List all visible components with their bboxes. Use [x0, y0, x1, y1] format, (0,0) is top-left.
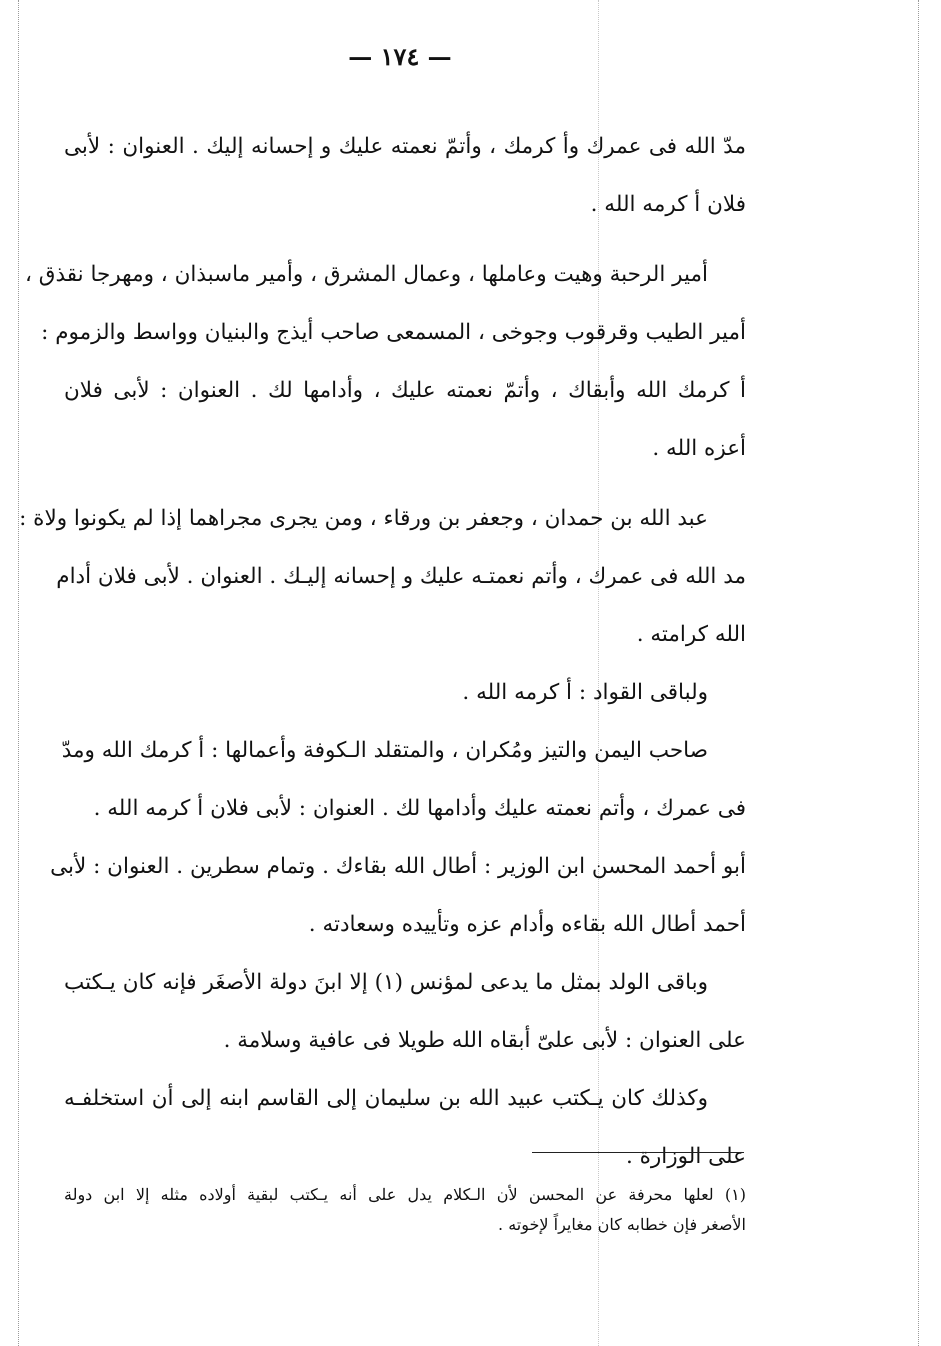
text-line: أعزه الله .: [652, 436, 746, 461]
footnote-line: الأصغر فإن خطابه كان مغايراً لإخوته .: [498, 1215, 746, 1234]
text-line: الله كرامته .: [636, 622, 746, 647]
text-line: عبد الله بن حمدان ، وجعفر بن ورقاء ، ومن يجرى مجراهما إذا لم يكونوا ولاة :: [19, 506, 708, 531]
text-line: فى عمرك ، وأتم نعمته عليك وأدامها لك . العنوان : لأبى فلان أ كرمه الله .: [93, 796, 746, 821]
footnote-line: (١) لعلها محرفة عن المحسن لأن الـكلام يدل على أنه يـكتب لبقية أولاده مثله إلا ابن دولة: [64, 1185, 746, 1204]
footnotes: [64, 1180, 746, 1240]
text-line: وباقى الولد بمثل ما يدعى لمؤنس (١) إلا ابنَ دولة الأصغَر فإنه كان يـكتب: [64, 970, 709, 995]
body-text: [19, 118, 746, 1186]
text-line: أمير الرحبة وهيت وعاملها ، وعمال المشرق ، وأمير ماسبذان ، ومهرجا نقذق ،: [25, 262, 708, 287]
text-line: ولباقى القواد : أ كرمه الله .: [462, 680, 708, 705]
text-line: أبو أحمد المحسن ابن الوزير : أطال الله بقاءك . وتمام سطرين . العنوان : لأبى: [50, 854, 746, 879]
text-line: أمير الطيب وقرقوب وجوخى ، المسمعى صاحب أيذج والبنيان وواسط والزموم :: [41, 320, 746, 345]
scan-right-edge: [918, 0, 919, 1346]
text-line: صاحب اليمن والتيز ومُكران ، والمتقلد الـكوفة وأعمالها : أ كرمك الله ومدّ: [61, 738, 708, 763]
text-line: أحمد أطال الله بقاءه وأدام عزه وتأييده وسعادته .: [308, 912, 746, 937]
page-number: — ١٧٤ —: [348, 42, 452, 71]
text-line: على العنوان : لأبى علىّ أبقاه الله طويلا فى عافية وسلامة .: [223, 1028, 746, 1053]
text-line: فلان أ كرمه الله .: [590, 192, 746, 217]
text-line: مدّ الله فى عمرك وأ كرمك ، وأتمّ نعمته عليك و إحسانه إليك . العنوان : لأبى: [64, 134, 746, 159]
text-line: مد الله فى عمرك ، وأتم نعمتـه عليك و إحسانه إليـك . العنوان . لأبى فلان أدام: [56, 564, 746, 589]
scan-left-edge: [18, 0, 19, 1346]
text-line: على الوزارة .: [625, 1144, 746, 1169]
text-line: وكذلك كان يـكتب عبيد الله بن سليمان إلى القاسم ابنه إلى أن استخلفـه: [64, 1086, 708, 1111]
footnote-separator: [532, 1152, 744, 1153]
text-line: أ كرمك الله وأبقاك ، وأتمّ نعمته عليك ، وأدامها لك . العنوان : لأبى فلان: [64, 378, 746, 403]
